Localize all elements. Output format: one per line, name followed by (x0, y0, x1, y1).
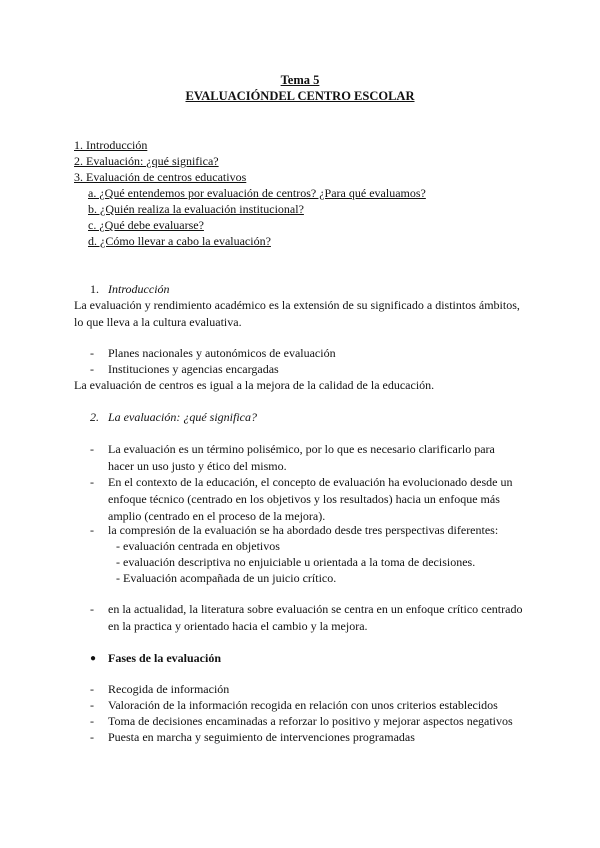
section-1-paragraph-2: La evaluación de centros es igual a la mejora de la calidad de la educación. (74, 378, 435, 392)
toc-item-evaluacion-centros[interactable]: 3. Evaluación de centros educativos (74, 170, 247, 184)
section-2-number: 2. (90, 410, 99, 424)
list-item (108, 441, 528, 475)
toc-item-a[interactable]: a. ¿Qué entendemos por evaluación de centros? ¿Para qué evaluamos? (88, 186, 426, 200)
perspective-item: - evaluación centrada en objetivos (116, 539, 280, 553)
toc-item-c[interactable]: c. ¿Qué debe evaluarse? (88, 218, 204, 232)
toc-item-b[interactable]: b. ¿Quién realiza la evaluación institucional? (88, 202, 304, 216)
bullet-dash: - (90, 602, 94, 616)
bullet-dash: - (90, 730, 94, 744)
bullet-dash: - (90, 346, 94, 360)
page-title: EVALUACIÓNDEL CENTRO ESCOLAR (185, 89, 415, 103)
bullet-dash: - (90, 523, 94, 537)
list-item-line: En el contexto de la educación, el concepto de evaluación ha evolucionado desde un (108, 475, 513, 489)
list-item-line: en la practica y orientado hacia el cambio y la mejora. (108, 619, 368, 633)
bullet-dash: - (90, 362, 94, 376)
list-item-line: amplio (centrado en el proceso de la mejora). (108, 509, 326, 523)
section-1-number: 1. (90, 282, 99, 296)
bullet-dash: - (90, 698, 94, 712)
section-1-paragraph-line-2: lo que lleva a la cultura evaluativa. (74, 315, 242, 329)
bullet-dot-icon: ● (90, 653, 97, 664)
list-item: Planes nacionales y autonómicos de evaluación (108, 346, 336, 360)
phases-heading: Fases de la evaluación (108, 651, 221, 665)
toc-item-evaluacion[interactable]: 2. Evaluación: ¿qué significa? (74, 154, 219, 168)
list-item: Valoración de la información recogida en relación con unos criterios establecidos (108, 698, 498, 712)
list-item: Recogida de información (108, 682, 230, 696)
list-item: Puesta en marcha y seguimiento de intervenciones programadas (108, 730, 415, 744)
list-item-line: enfoque técnico (centrado en los objetivos y los resultados) hacia un enfoque más (108, 492, 500, 506)
section-1-paragraph-line-1: La evaluación y rendimiento académico es la extensión de su significado a distintos ámbitos, (74, 298, 520, 312)
perspective-item: - Evaluación acompañada de un juicio crítico. (116, 571, 337, 585)
bullet-dash: - (90, 442, 94, 456)
section-1-heading: Introducción (108, 282, 170, 296)
bullet-dash: - (90, 475, 94, 489)
list-item: Instituciones y agencias encargadas (108, 362, 279, 376)
perspective-item: - evaluación descriptiva no enjuiciable u orientada a la toma de decisiones. (116, 555, 476, 569)
toc-item-introduccion[interactable]: 1. Introducción (74, 138, 148, 152)
list-item-line: La evaluación es un término polisémico, por lo que es necesario clarificarlo para (108, 442, 495, 456)
list-item: Toma de decisiones encaminadas a reforzar lo positivo y mejorar aspectos negativos (108, 714, 513, 728)
topic-number: Tema 5 (280, 73, 320, 87)
toc-item-d[interactable]: d. ¿Cómo llevar a cabo la evaluación? (88, 234, 271, 248)
list-item-line: hacer un uso justo y ético del mismo. (108, 459, 287, 473)
list-item (108, 474, 528, 525)
section-2-heading: La evaluación: ¿qué significa? (108, 410, 257, 424)
bullet-dash: - (90, 714, 94, 728)
list-item: la compresión de la evaluación se ha abordado desde tres perspectivas diferentes: (108, 523, 499, 537)
list-item-line: en la actualidad, la literatura sobre evaluación se centra en un enfoque crítico centrado (108, 602, 523, 616)
bullet-dash: - (90, 682, 94, 696)
